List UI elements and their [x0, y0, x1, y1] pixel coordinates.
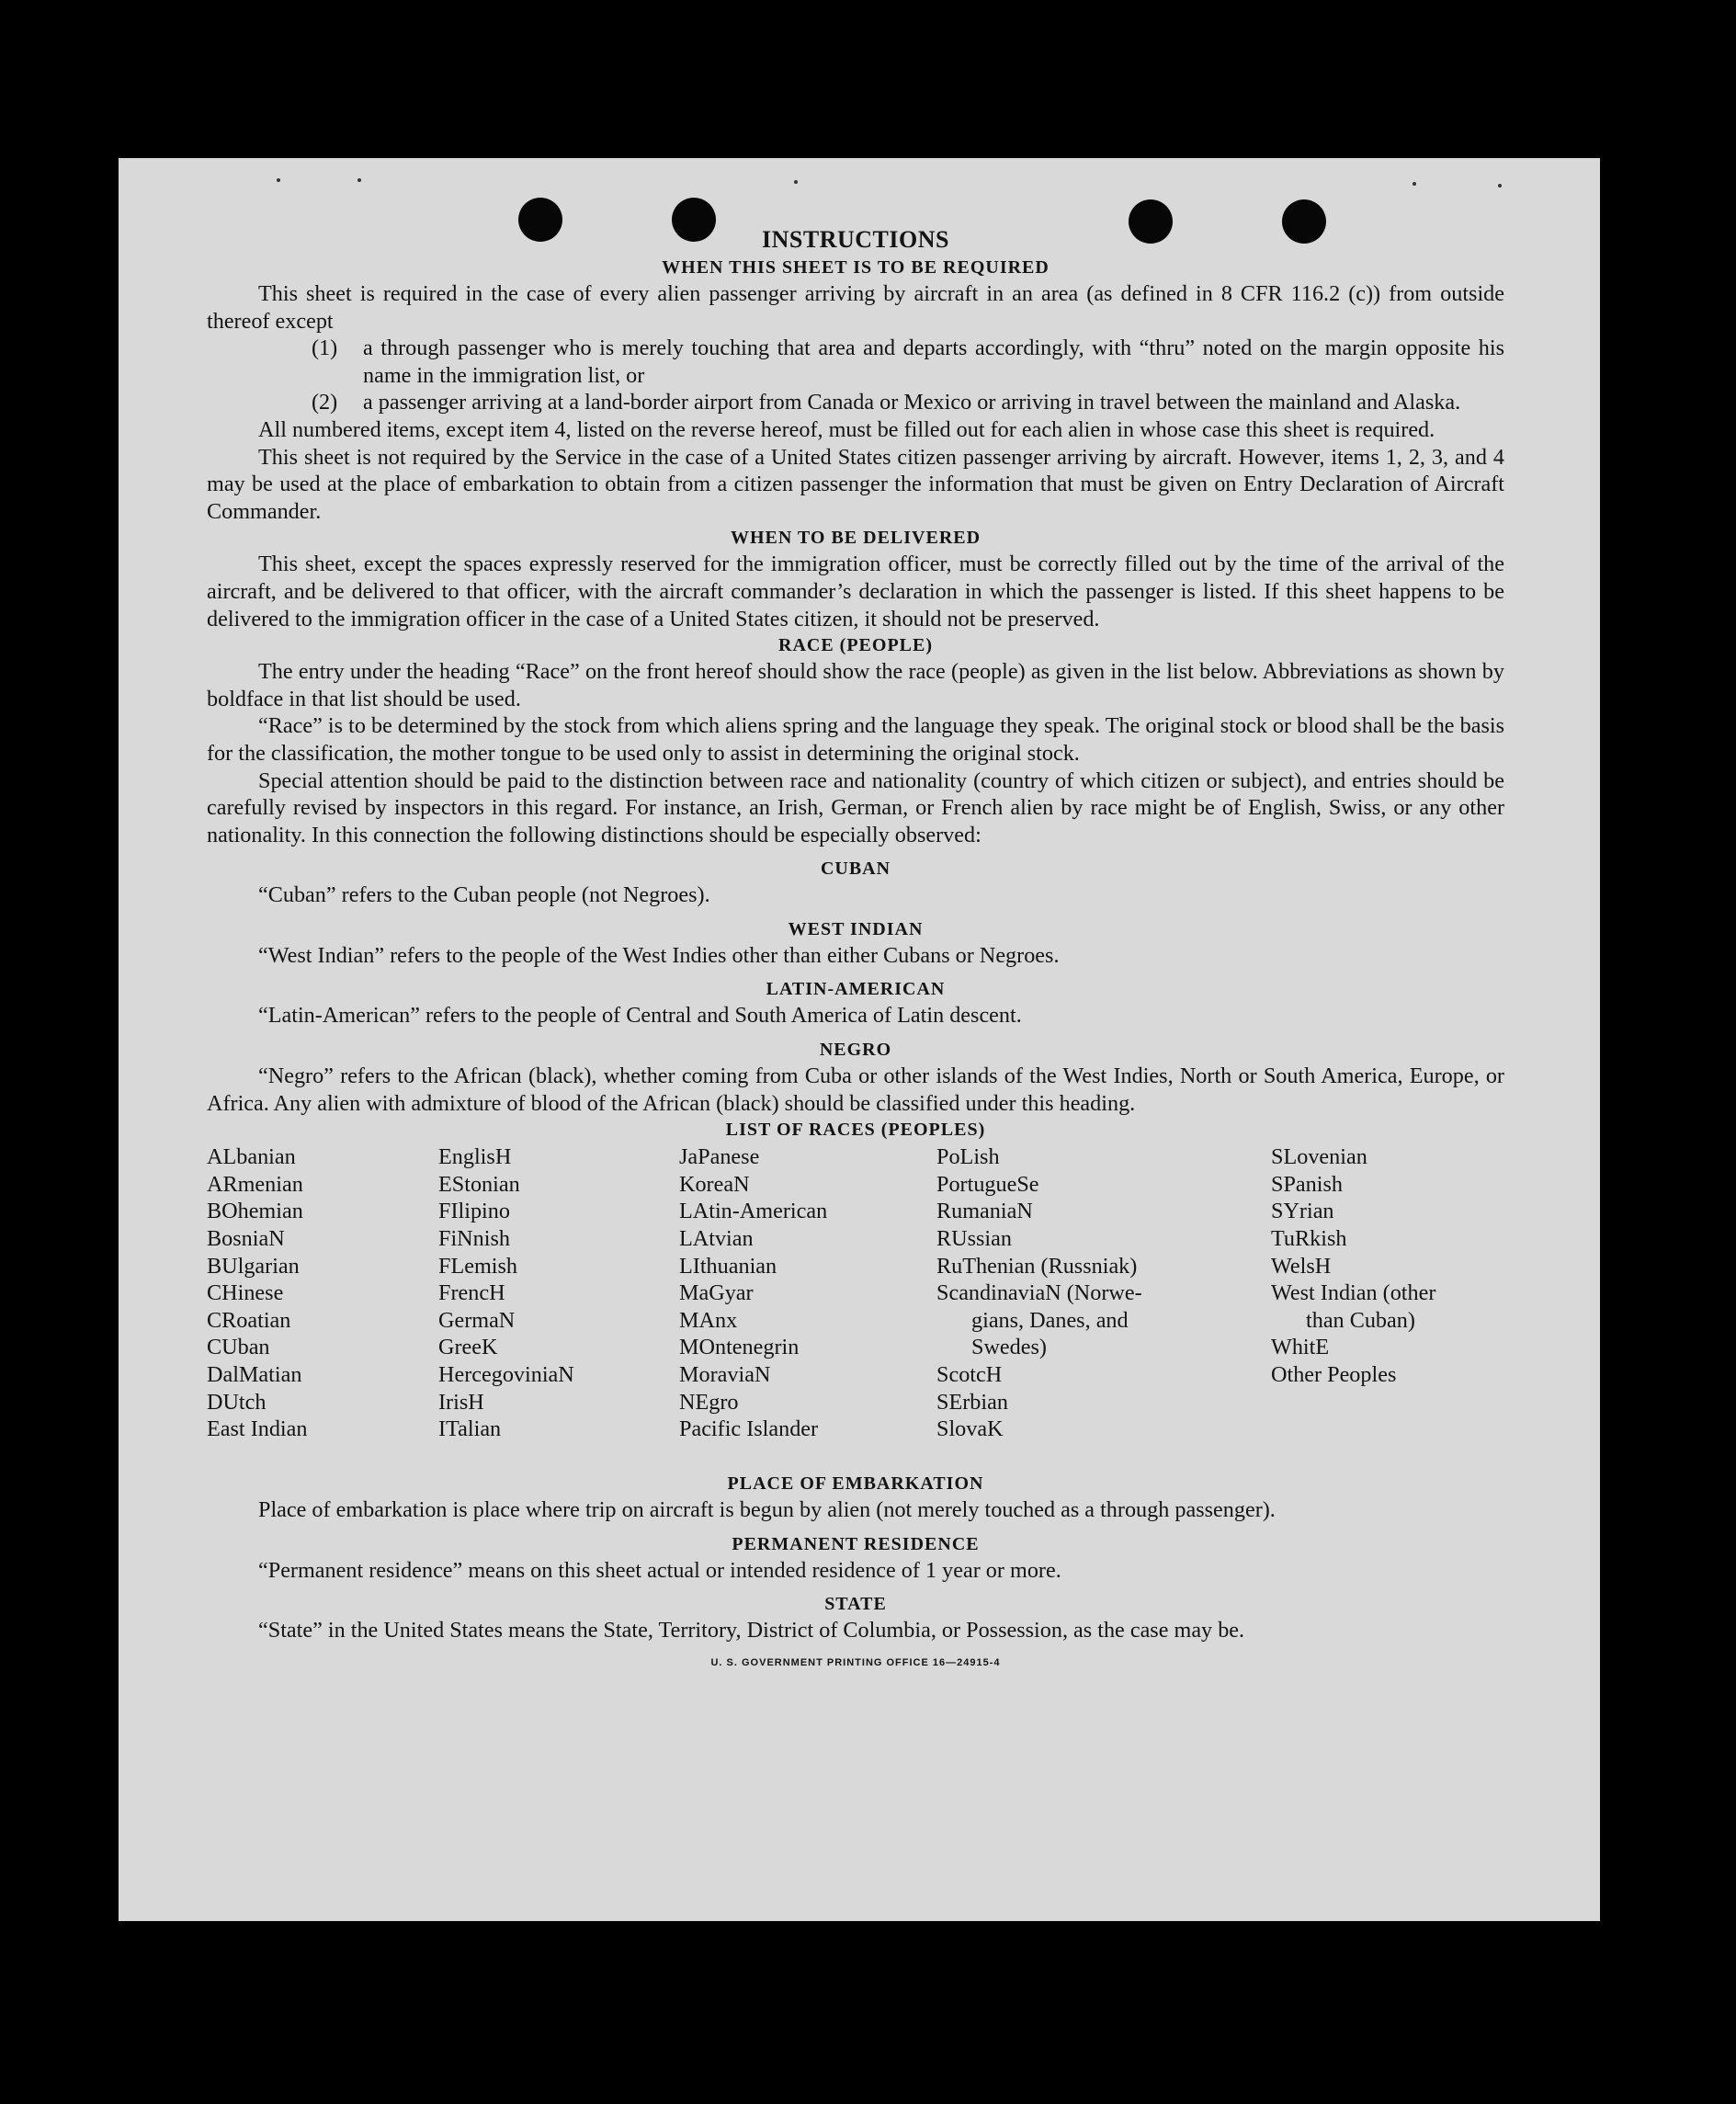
race-entry: RumaniaN — [936, 1199, 1033, 1224]
race-entry: DUtch — [207, 1389, 267, 1415]
section-heading: WHEN THIS SHEET IS TO BE REQUIRED — [662, 257, 1050, 278]
race-entry: KoreaN — [679, 1171, 750, 1197]
race-entry: FLemish — [438, 1253, 518, 1279]
paragraph: This sheet is not required by the Service in the case of a United States citizen passenger arriving by aircraft. However, items 1, 2, 3, and 4 may be used at the place of embarkation to obtain from a citizen passenger the information that must be given on Entry Declaration of Aircraft Commander. — [207, 444, 1504, 524]
paragraph: “Negro” refers to the African (black), whether coming from Cuba or other islands of the West Indies, North or South America, Europe, or Africa. Any alien with admixture of blood of the African (black) should be classified under this heading. — [207, 1063, 1504, 1116]
sheet-content — [207, 225, 1504, 1678]
race-entry: MoraviaN — [679, 1362, 771, 1387]
race-column — [1271, 1143, 1504, 1388]
list-item — [207, 389, 1504, 416]
race-entry: HercegoviniaN — [438, 1362, 574, 1387]
race-entry: EStonian — [438, 1171, 520, 1197]
race-entry: FiNnish — [438, 1226, 510, 1252]
race-entry: ARmenian — [207, 1171, 303, 1197]
race-entry: FIlipino — [438, 1199, 510, 1224]
section-heading: NEGRO — [819, 1040, 892, 1061]
race-entry: SPanish — [1271, 1171, 1343, 1197]
race-entry: Pacific Islander — [679, 1416, 819, 1442]
race-entry: WelsH — [1271, 1253, 1332, 1279]
section-heading: RACE (PEOPLE) — [778, 635, 933, 656]
paper-speck — [277, 178, 280, 182]
item-text: a through passenger who is merely touching that area and departs accordingly, with “thru” noted on the margin opposite his name in the immigration list, or — [363, 336, 1504, 388]
paper-speck — [357, 178, 361, 182]
race-entry: LIthuanian — [679, 1253, 777, 1279]
race-entry: East Indian — [207, 1416, 308, 1442]
section-heading: WEST INDIAN — [788, 918, 924, 939]
race-entry: ALbanian — [207, 1144, 296, 1170]
paragraph: Place of embarkation is place where trip on aircraft is begun by alien (not merely touched as a through passenger). — [258, 1497, 1276, 1523]
paragraph: All numbered items, except item 4, listed on the reverse hereof, must be filled out for each alien in whose case this sheet is required. — [258, 416, 1435, 442]
race-entry: MaGyar — [679, 1280, 754, 1306]
section-heading: STATE — [824, 1594, 887, 1615]
item-number: (2) — [312, 390, 338, 415]
section-heading: CUBAN — [820, 859, 891, 880]
printing-office-footer: U. S. GOVERNMENT PRINTING OFFICE 16—24915-4 — [710, 1657, 1001, 1669]
race-entry: NEgro — [679, 1389, 739, 1415]
section-heading: PERMANENT RESIDENCE — [732, 1533, 980, 1554]
race-entry: SYrian — [1271, 1199, 1334, 1224]
race-entry: ITalian — [438, 1416, 502, 1442]
section-heading: LIST OF RACES (PEOPLES) — [725, 1120, 986, 1141]
race-column — [936, 1143, 1197, 1443]
race-entry: SLovenian — [1271, 1144, 1367, 1170]
race-entry: CUban — [207, 1335, 270, 1360]
race-list — [207, 1143, 1504, 1471]
race-entry: than Cuban) — [1306, 1307, 1415, 1333]
race-entry: MOntenegrin — [679, 1335, 800, 1360]
race-entry: ScotcH — [936, 1362, 1003, 1387]
list-item — [207, 335, 1504, 389]
race-entry: GreeK — [438, 1335, 498, 1360]
race-column — [207, 1143, 409, 1443]
race-entry: LAtvian — [679, 1226, 754, 1252]
race-entry: MAnx — [679, 1307, 738, 1333]
race-entry: CHinese — [207, 1280, 284, 1306]
paragraph: “Cuban” refers to the Cuban people (not Negroes). — [258, 882, 710, 908]
race-entry: JaPanese — [679, 1144, 760, 1170]
item-number: (1) — [312, 336, 338, 361]
race-entry: IrisH — [438, 1389, 484, 1415]
race-entry: CRoatian — [207, 1307, 291, 1333]
race-entry: gians, Danes, and — [971, 1307, 1129, 1333]
race-entry: Swedes) — [971, 1335, 1047, 1360]
race-entry: GermaN — [438, 1307, 516, 1333]
race-entry: LAtin-American — [679, 1199, 828, 1224]
section-heading: LATIN-AMERICAN — [766, 979, 946, 1000]
race-entry: EnglisH — [438, 1144, 512, 1170]
section-heading: WHEN TO BE DELIVERED — [730, 528, 981, 549]
race-entry: Other Peoples — [1271, 1362, 1397, 1387]
paragraph: “Latin-American” refers to the people of Central and South America of Latin descent. — [258, 1003, 1022, 1029]
race-entry: BUlgarian — [207, 1253, 300, 1279]
race-entry: RUssian — [936, 1226, 1012, 1252]
paper-speck — [794, 180, 798, 184]
race-entry: TuRkish — [1271, 1226, 1347, 1252]
paper-speck — [1413, 182, 1416, 186]
race-column — [679, 1143, 909, 1443]
paragraph: This sheet, except the spaces expressly reserved for the immigration officer, must be correctly filled out by the time of the arrival of the aircraft, and be delivered to that officer, with the aircraft commander’s declaration in which the passenger is listed. If this sheet happens to be delivered to the immigration officer in the case of a United States citizen, it should not be preserved. — [207, 552, 1504, 631]
race-entry: DalMatian — [207, 1362, 302, 1387]
page-title: INSTRUCTIONS — [762, 226, 949, 253]
race-entry: RuThenian (Russniak) — [936, 1253, 1138, 1279]
paragraph: “Race” is to be determined by the stock from which aliens spring and the language they speak. The original stock or blood shall be the basis for the classification, the mother tongue to be used only to assist in determining the original stock. — [207, 713, 1504, 766]
item-text: a passenger arriving at a land-border airport from Canada or Mexico or arriving in travel between the mainland and Alaska. — [363, 390, 1461, 415]
paragraph: “State” in the United States means the State, Territory, District of Columbia, or Possession, as the case may be. — [258, 1618, 1245, 1643]
race-entry: BosniaN — [207, 1226, 285, 1252]
paragraph: This sheet is required in the case of every alien passenger arriving by aircraft in an area (as defined in 8 CFR 116.2 (c)) from outside thereof except — [207, 281, 1504, 334]
race-entry: PortugueSe — [936, 1171, 1039, 1197]
race-column — [438, 1143, 650, 1443]
paragraph: Special attention should be paid to the distinction between race and nationality (country of which citizen or subject), and entries should be carefully revised by inspectors in this regard. For instance, an Irish, German, or French alien by race might be of English, Swiss, or any other nationality. In this connection the following distinctions should be especially observed: — [207, 768, 1504, 847]
race-entry: West Indian (other — [1271, 1280, 1436, 1306]
race-entry: SlovaK — [936, 1416, 1004, 1442]
race-entry: SErbian — [936, 1389, 1008, 1415]
paragraph: “West Indian” refers to the people of the West Indies other than either Cubans or Negroes. — [258, 942, 1060, 968]
instruction-sheet — [119, 158, 1600, 1921]
section-heading: PLACE OF EMBARKATION — [727, 1473, 984, 1495]
race-entry: FrencH — [438, 1280, 505, 1306]
race-entry: ScandinaviaN (Norwe- — [936, 1280, 1142, 1306]
paper-speck — [1498, 184, 1502, 188]
paragraph: The entry under the heading “Race” on the front hereof should show the race (people) as given in the list below. Abbreviations as shown by boldface in that list should be used. — [207, 659, 1504, 711]
race-entry: WhitE — [1271, 1335, 1330, 1360]
race-entry: PoLish — [936, 1144, 1000, 1170]
race-entry: BOhemian — [207, 1199, 303, 1224]
paragraph: “Permanent residence” means on this sheet actual or intended residence of 1 year or more. — [258, 1557, 1061, 1583]
